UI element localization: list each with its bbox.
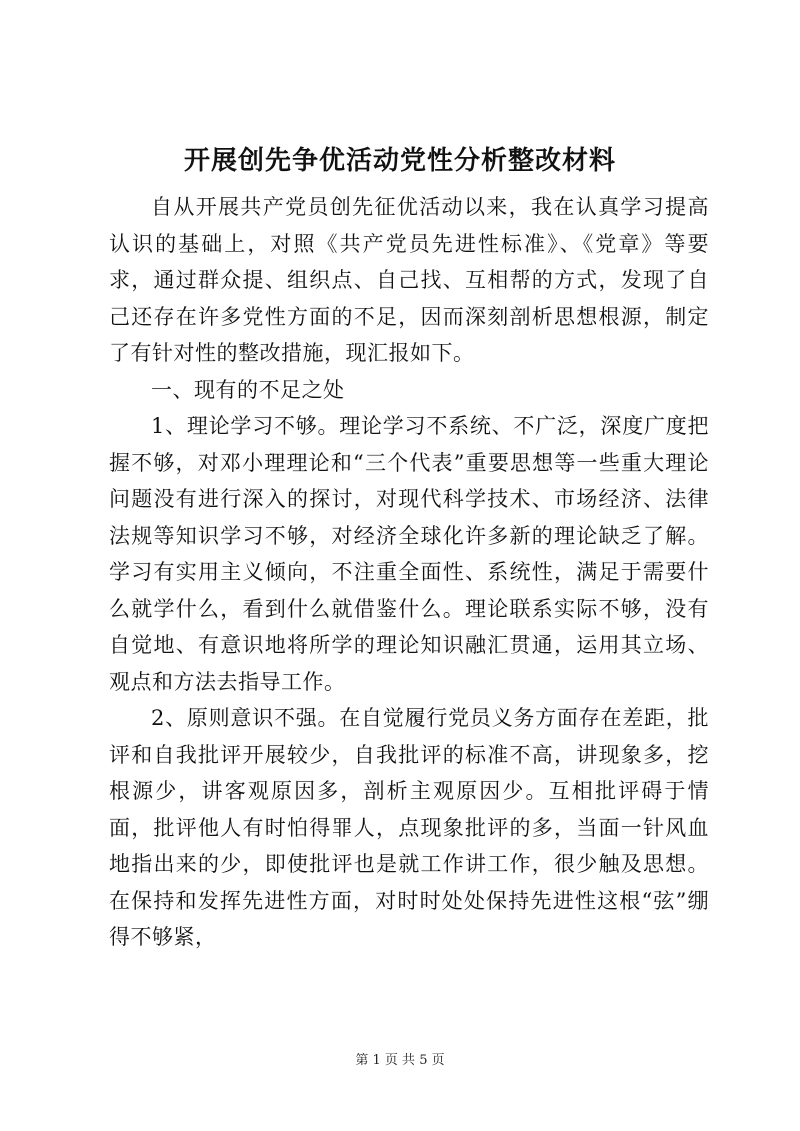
page-footer: 第 1 页 共 5 页 <box>355 1053 445 1068</box>
paragraph-principle-awareness: 2、原则意识不强。在自觉履行党员义务方面存在差距，批评和自我批评开展较少，自我批评的标准不高，讲现象多，挖根源少，讲客观原因多，剖析主观原因少。互相批评碍于情面，批评他人有时怕得罪人，点现象批评的多，当面一针风血地指出来的少，即使批评也是就工作讲工作，很少触及思想。在保持和发挥先进性方面，对时时处处保持先进性这根“弦”绷得不够紧， <box>109 706 709 949</box>
intro-paragraph: 自从开展共产党员创先征优活动以来，我在认真学习提高认识的基础上，对照《共产党员先进性标准》、《党章》等要求，通过群众提、组织点、自己找、互相帮的方式，发现了自己还存在许多党性方面的不足，因而深刻剖析思想根源，制定了有针对性的整改措施，现汇报如下。 <box>109 195 709 365</box>
document-body <box>109 189 709 956</box>
paragraph-theory-study: 1、理论学习不够。理论学习不系统、不广泛，深度广度把握不够，对邓小理理论和“三个代表”重要思想等一些重大理论问题没有进行深入的探讨，对现代科学技术、市场经济、法律法规等知识学习不够，对经济全球化许多新的理论缺乏了解。学习有实用主义倾向，不注重全面性、系统性，满足于需要什么就学什么，看到什么就借鉴什么。理论联系实际不够，没有自觉地、有意识地将所学的理论知识融汇贯通，运用其立场、观点和方法去指导工作。 <box>109 414 709 694</box>
document-title: 开展创先争优活动党性分析整改材料 <box>183 146 616 176</box>
section-heading: 一、现有的不足之处 <box>151 377 345 402</box>
